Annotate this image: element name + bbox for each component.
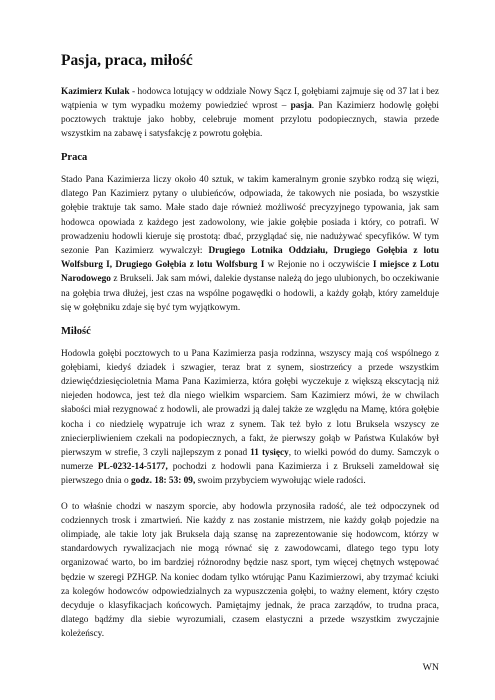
intro-pasja: pasja: [290, 100, 312, 111]
milosc-paragraph: [61, 347, 439, 489]
article-title: Pasja, praca, miłość: [61, 52, 193, 69]
praca-text-2: w Rejonie no i oczywiście: [264, 260, 373, 271]
praca-text-1: Stado Pana Kazimierza liczy około 40 sztuk, w takim kameralnym gronie szybko rodzą się więzi, dlatego Pan Kazimierz pytany o ulubieńców, odpowiada, że takowych nie posiada, bo wszystkie gołębie traktuje tak samo. Małe stado daje również możliwość precyzyjnego typowania, jak sam hodowca opowiada z każdego jest zadowolony, wie jakie gołębie posiada i który, co potrafi. W prowadzeniu hodowli kieruje się prostotą: dbać, przyglądać się, nie nadużywać specyfików. W tym sezonie Pan Kazimierz wywalczył:: [61, 175, 439, 257]
milosc-text-1: Hodowla gołębi pocztowych to u Pana Kazimierza pasja rodzinna, wszyscy mają coś wspólnego z gołębiami, kiedyś dziadek i szwagier, teraz brat z synem, siostrzeńcy a przede wszystkim dziewięćdziesięcioletnia Mama Pana Kazimierza, która gołębi wyczekuje z większą ekscytacją niż niejeden hodowca, jest też dla niego wielkim wsparciem. Sam Kazimierz mówi, że w chwilach słabości miał rezygnować z hodowli, ale prowadzi ją dalej także ze względu na Mamę, która gołębie kocha i co niedzielę wypatruje ich wraz z synem. Tak też było z lotu Bruksela wszyscy ze zniecierpliwieniem czekali na podopiecznych, a fakt, że pierwszy gołąb w Państwa Kulaków był pierwszym w strefie, 3 czyli najlepszym z ponad: [61, 348, 439, 459]
milosc-bold-1: 11 tysięcy: [250, 448, 289, 459]
intro-text-1: - hodowca lotujący w oddziale Nowy Sącz I, gołębiami zajmuje się od 37 lat i bez wątpienia w tym wypadku możemy powiedzieć wprost –: [61, 86, 439, 111]
author-initials: WN: [422, 662, 439, 673]
milosc-text-3: pochodzi z hodowli pana Kazimierza i z Brukseli zameldował się pierwszego dnia o: [61, 462, 440, 487]
praca-text-3: z Brukseli. Jak sam mówi, dalekie dystanse należą do jego ulubionych, bo oczekiwanie na gołębia trwa dłużej, jest czas na wspólne pogawędki o hodowli, a każdy gołąb, który zamelduje się w gołębniku zdaje się być tym wyjątkowym.: [61, 274, 439, 313]
praca-bold-1: Drugiego Lotnika Oddziału, Drugiego Gołębia z lotu Wolfsburg I, Drugiego Gołębia z lotu Wolfsburg I: [61, 246, 440, 271]
intro-paragraph: [61, 85, 439, 142]
heading-praca: Praca: [61, 152, 88, 164]
heading-milosc: Miłość: [61, 326, 91, 338]
milosc-bold-3: godz. 18: 53: 09,: [130, 476, 196, 487]
praca-bold-2: I miejsce z Lotu Narodowego: [61, 260, 439, 285]
intro-text-2: . Pan Kazimierz hodowlę gołębi pocztowych traktuje jako hobby, celebruje moment przylotu podopiecznych, stawia przede wszystkim na zabawę i satysfakcję z powrotu gołębia.: [61, 100, 439, 140]
milosc-text-2: , to wielki powód do dumy. Samczyk o numerze: [61, 448, 439, 473]
praca-paragraph: [61, 173, 439, 315]
intro-name: Kazimierz Kulak: [61, 86, 130, 97]
milosc-text-4: swoim przybyciem wywołując wiele radości.: [195, 476, 366, 487]
milosc-bold-2: PL-0232-14-5177,: [97, 462, 168, 473]
closing-paragraph: O to właśnie chodzi w naszym sporcie, aby hodowla przynosiła radość, ale też odpoczynek od codziennych trosk i zmartwień. Nie każdy z nas zostanie mistrzem, nie każdy gołąb pojedzie na olimpiadę, ale takie loty jak Bruksela dają szansę na zaprezentowanie się hodowcom, którzy w standardowych rywalizacjach nie mogą równać się z zawodowcami, dlatego tego typu loty organizować warto, bo im bardziej różnorodny będzie nasz sport, tym więcej chętnych wstępować będzie w szeregi PZHGP. Na koniec dodam tylko wtórując Panu Kazimierzowi, aby trzymać kciuki za kolegów hodowców odpowiedzialnych za wypuszczenia gołębi, to ważny element, który często decyduje o klasyfikacjach końcowych. Pamiętajmy jednak, że praca zarządów, to trudna praca, dlatego bądźmy dla siebie wyrozumiali, czasem elastyczni a przede wszystkim zwyczajnie koleżeńscy.: [61, 501, 439, 640]
